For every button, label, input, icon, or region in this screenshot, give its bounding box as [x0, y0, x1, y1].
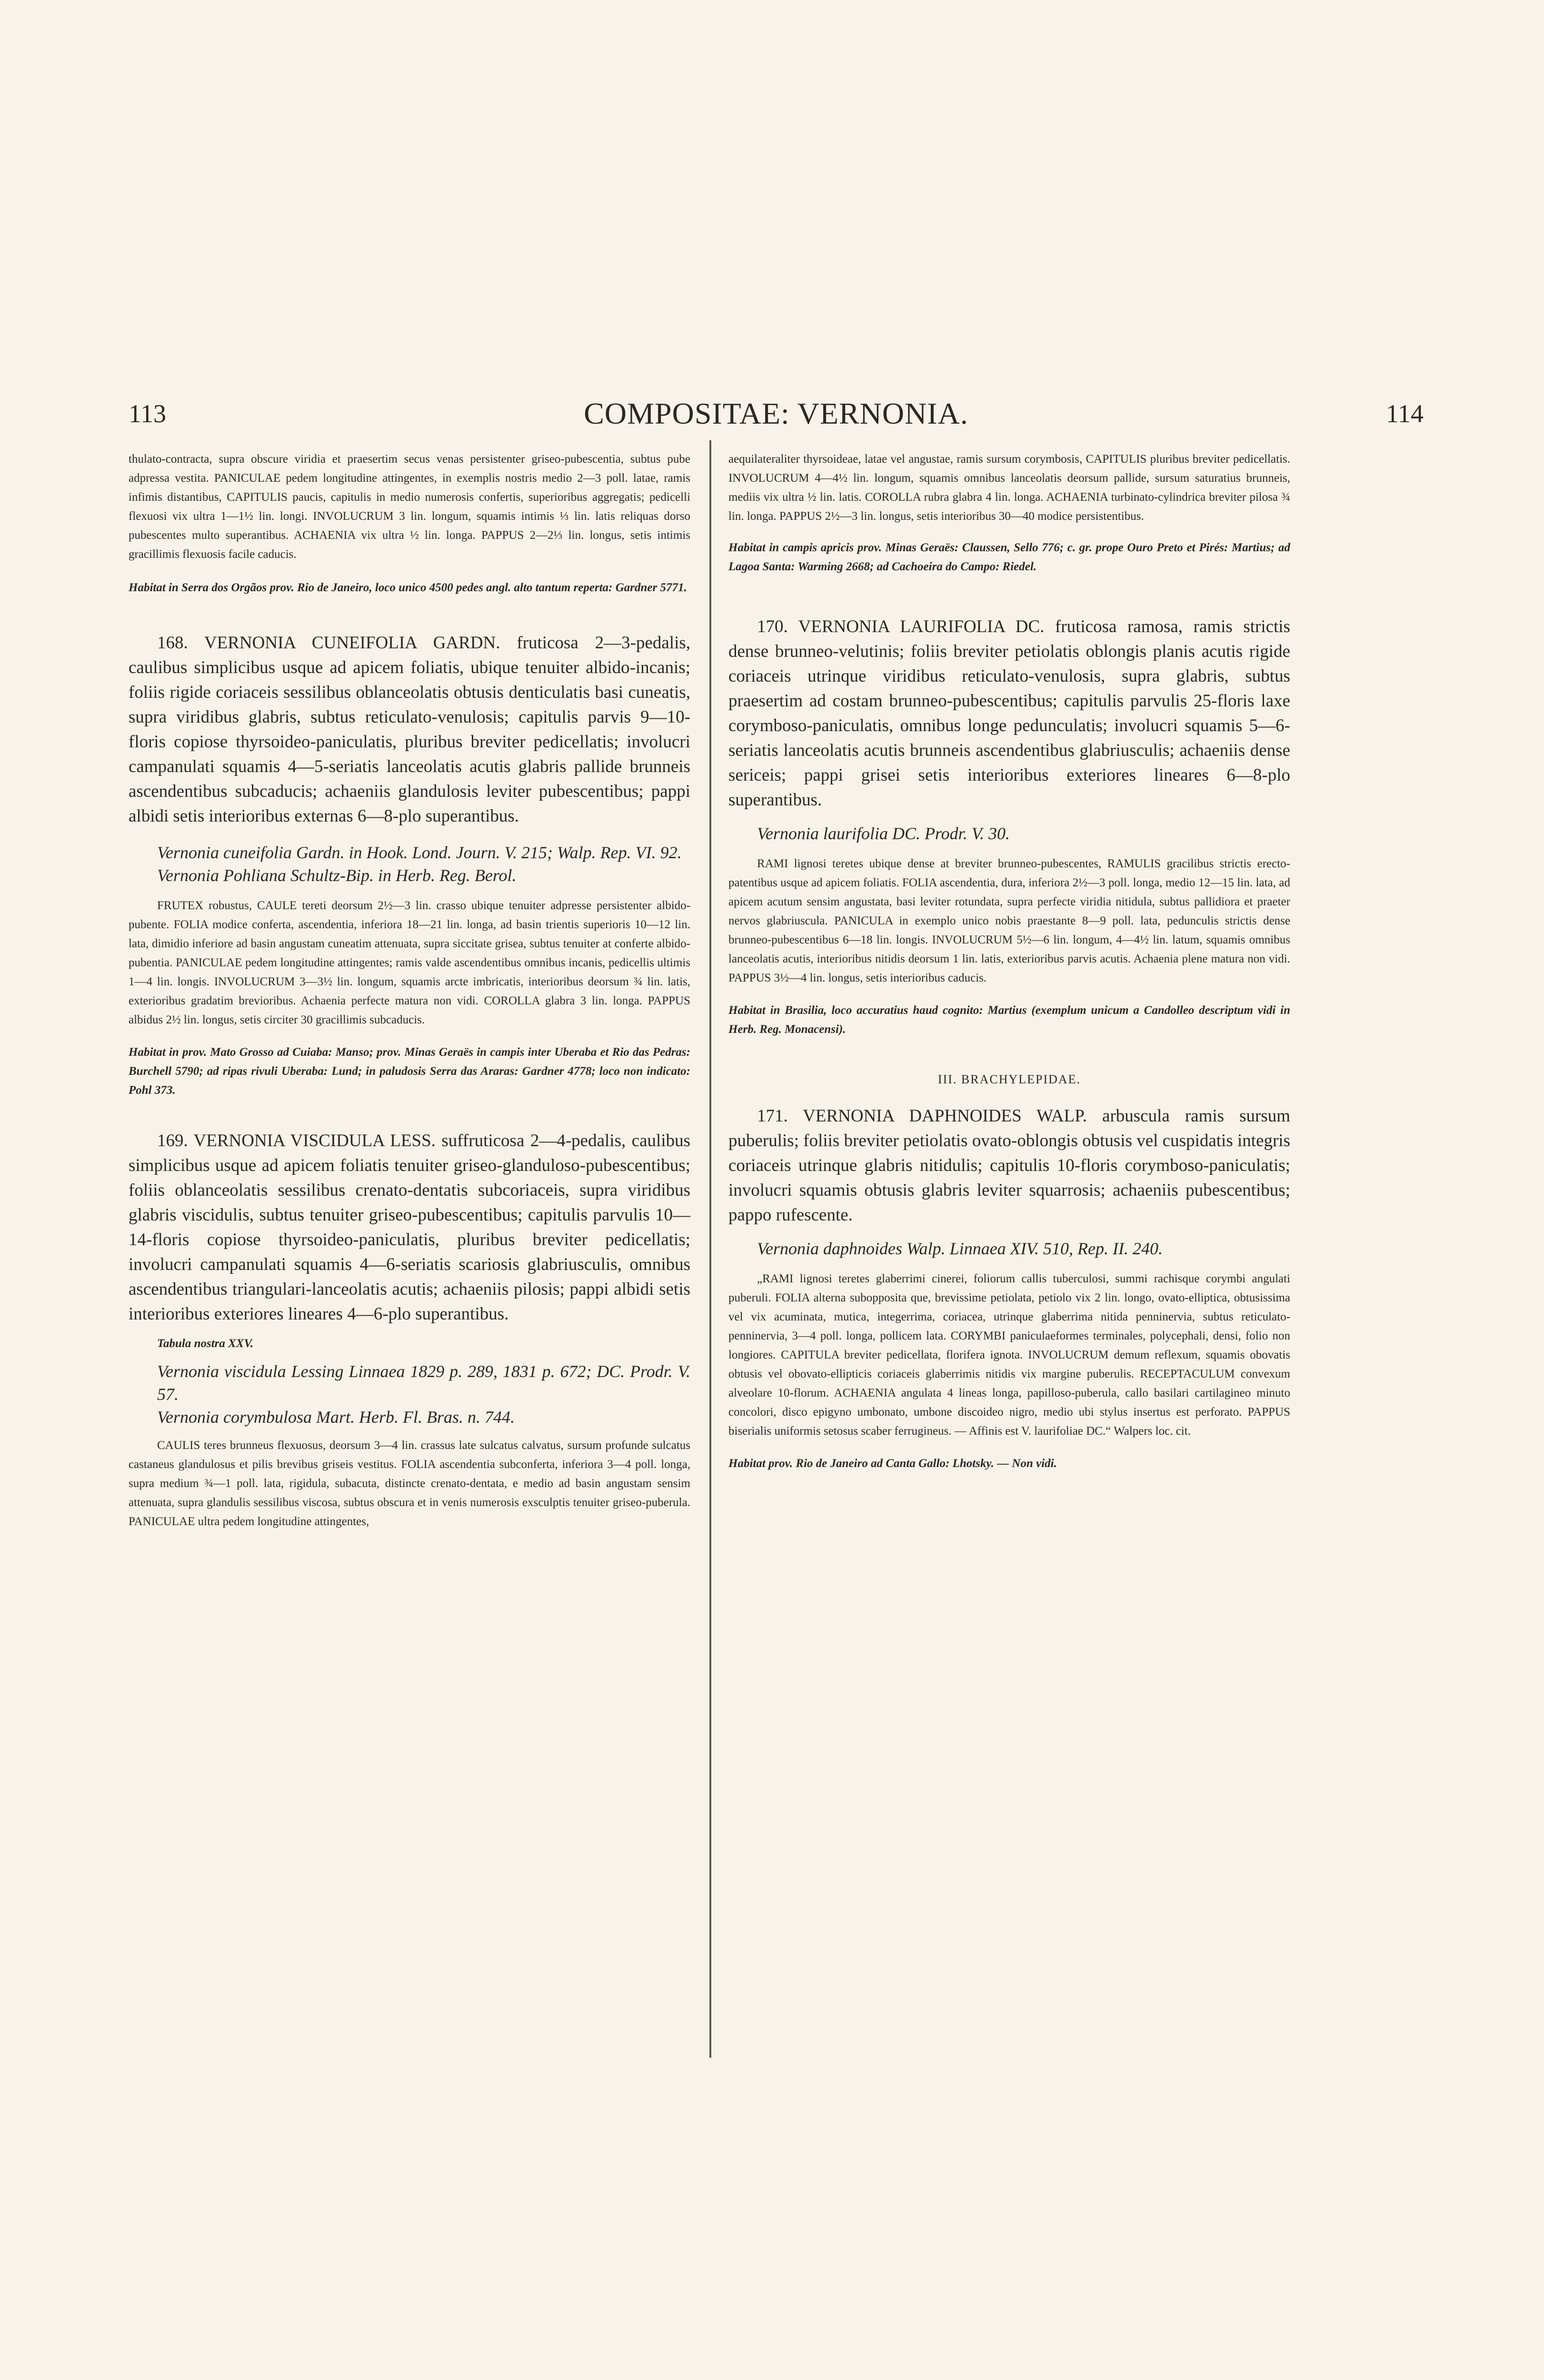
species-168-habitat: Habitat in prov. Mato Grosso ad Cuiaba: Manso; prov. Minas Geraës in campis inter Uberaba et Rio das Pedras: Burchell 5790; ad ripas rivuli Uberaba: Lund; in paludosis Serra das Araras: Gardner 4778; loco non indicato: Pohl 373. — [129, 1046, 690, 1097]
section-heading: III. BRACHYLEPIDAE. — [937, 1072, 1081, 1086]
habitat-note: Habitat in campis apricis prov. Minas Geraës: Claussen, Sello 776; c. gr. prope Ouro Preto et Pirés: Martius; ad Lagoa Santa: Warming 2668; ad Cachoeira do Campo: Riedel. — [728, 541, 1290, 573]
synonym-168a: Vernonia cuneifolia Gardn. in Hook. Lond. Journ. V. 215; Walp. Rep. VI. 92. — [157, 843, 682, 862]
species-168-diagnosis: 168. VERNONIA CUNEIFOLIA GARDN. fruticosa 2—3-pedalis, caulibus simplicibus usque ad apicem foliatis, ubique tenuiter albido-incanis; foliis rigide coriaceis sessilibus oblanceolatis obtusis denticulatis basi cuneatis, supra viridibus glabris, subtus reticulato-venulosis; capitulis parvis 9—10-floris copiose thyrsoideo-paniculatis, pluribus breviter pedicellatis; involucri campanulati squamis 4—5-seriatis lanceolatis acutis glabris pallide brunneis ascendentibus subcaducis; achaeniis glandulosis leviter pubescentibus; pappi albidi setis interioribus externas 6—8-plo superantibus. — [129, 633, 690, 826]
column-divider — [709, 440, 711, 2058]
left-column — [129, 450, 690, 1531]
species-170-description: RAMI lignosi teretes ubique dense at breviter brunneo-pubescentes, RAMULIS gracilibus strictis erecto-patentibus usque ad apicem foliatis. FOLIA ascendentia, dura, inferiora 2½—3 poll. longa, medio 12—15 lin. lata, ad apicem acutum sensim angustata, basi leviter rotundata, supra perfecte viridia nitidula, subtus pallidiora et praeter nervos glabriuscula. PANICULA in exemplo unico nobis praestante 8—9 poll. lata, pedunculis strictis dense brunneo-pubescentibus 6—18 lin. longis. INVOLUCRUM 5½—6 lin. longum, 4—4½ lin. latum, squamis omnibus lanceolatis acutis, interioribus nitidis deorsum 1 lin. latis, exterioribus parvis acutis. Achaenia plene matura non vidi. PAPPUS 3½—4 lin. longus, setis interioribus caducis. — [728, 857, 1290, 984]
species-171-habitat: Habitat prov. Rio de Janeiro ad Canta Gallo: Lhotsky. — Non vidi. — [728, 1457, 1057, 1470]
running-title: COMPOSITAE: VERNONIA. — [584, 397, 968, 430]
species-170-habitat: Habitat in Brasilia, loco accuratius haud cognito: Martius (exemplum unicum a Candolleo descriptum vidi in Herb. Reg. Monacensi). — [728, 1004, 1290, 1036]
plate-reference: Tabula nostra XXV. — [157, 1337, 254, 1350]
species-171-description: „RAMI lignosi teretes glaberrimi cinerei, foliorum callis tuberculosi, summi rachisque corymbi angulati puberuli. FOLIA alterna subopposita que, brevissime petiolata, petiolo vix 2 lin. longo, ovato-elliptica, obtusissima vel vix acuminata, mutica, integerrima, coriacea, utrinque glaberrima nitida penninervia, subtus reticulato-penninervia, 3—4 poll. longa, pollicem lata. CORYMBI paniculaeformes terminales, polycephali, densi, folio non longiores. CAPITULA breviter pedicellata, florifera ignota. INVOLUCRUM demum reflexum, squamis obovatis obtusis vel obovato-ellipticis coriaceis glaberrimis nitidis vix margine puberulis. RECEPTACULUM convexum alveolare 10-florum. ACHAENIA angulata 4 lineas longa, papilloso-puberula, callo basilari cartilagineo minuto concolori, disco epigyno umbonato, umbone discoideo nigro, medio ubi stylus insertus est perforato. PAPPUS biserialis uniformis setosus scaber ferrugineus. — Affinis est V. laurifoliae DC.“ Walpers loc. cit. — [728, 1272, 1290, 1438]
species-169-description: CAULIS teres brunneus flexuosus, deorsum 3—4 lin. crassus late sulcatus calvatus, sursum profunde sulcatus castaneus glandulosus et pilis brevibus griseis vestitus. FOLIA ascendentia subconferta, inferiora 3—4 poll. longa, supra medium ¾—1 poll. lata, rigidula, subacuta, distincte crenato-dentata, e medio ad basin angustam sensim attenuata, supra glandulis sessilibus viscosa, subtus obscura et in venis numerosis exsculptis tenuiter griseo-puberula. PANICULAE ultra pedem longitudine attingentes, — [129, 1439, 690, 1528]
right-page-number: 114 — [1386, 399, 1424, 428]
synonym-170: Vernonia laurifolia DC. Prodr. V. 30. — [757, 824, 1010, 843]
species-168-description: FRUTEX robustus, CAULE tereti deorsum 2½—3 lin. crasso ubique tenuiter adpresse persistenter albido-pubente. FOLIA modice conferta, ascendentia, inferiora 18—21 lin. longa, ad basin trientis superioris 10—12 lin. lata, dimidio inferiore ad basin angustam cuneatim attenuata, supra siccitate grisea, subtus tenuiter at conferte albido-pubentia. PANICULAE pedem longitudine attingentes; ramis valde ascendentibus omnibus incanis, pedicellis ultimis 1—4 lin. longis. INVOLUCRUM 3—3½ lin. longum, squamis arcte imbricatis, interioribus deorsum ¾ lin. latis, exterioribus gradatim brevioribus. Achaenia perfecte matura non vidi. COROLLA glabra 3 lin. longa. PAPPUS albidus 2½ lin. longus, setis circiter 30 gracillimis subcaducis. — [129, 899, 690, 1026]
synonym-168b: Vernonia Pohliana Schultz-Bip. in Herb. Reg. Berol. — [157, 866, 517, 885]
species-171-diagnosis: 171. VERNONIA DAPHNOIDES WALP. arbuscula ramis sursum puberulis; foliis breviter petiolatis ovato-oblongis obtusis vel cuspidatis integris coriaceis utrinque glabris nitidulis; capitulis 10-floris corymboso-paniculatis; involucri squamis obtusis glabris leviter squarrosis; achaeniis pubescentibus; pappo rufescente. — [728, 1106, 1290, 1225]
right-column — [728, 450, 1290, 1473]
species-169-diagnosis: 169. VERNONIA VISCIDULA LESS. suffruticosa 2—4-pedalis, caulibus simplicibus usque ad apicem foliatis tenuiter griseo-glanduloso-pubescentibus; foliis oblanceolatis sessilibus crenato-dentatis subcoriaceis, supra viridibus glabris viscidulis, subtus tenuiter griseo-pubescentibus; capitulis parvulis 10—14-floris copiose thyrsoideo-paniculatis, pluribus breviter pedicellatis; involucri campanulati squamis 4—6-seriatis scariosis glabriusculis, omnibus ascendentibus triangulari-lanceolatis acutis; achaeniis pilosis; pappi albidi setis interioribus exteriores lineares 4—6-plo superantibus. — [129, 1131, 690, 1324]
continued-description: thulato-contracta, supra obscure viridia et praesertim secus venas persistenter griseo-pubescentia, subtus pube adpressa vestita. PANICULAE pedem longitudine attingentes, in exemplis nostris medio 2—3 poll. latae, ramis infimis distantibus, CAPITULIS paucis, capitulis in medio numerosis confertis, superioribus aggregatis; pedicelli flexuosi vix ultra 1—1½ lin. longi. INVOLUCRUM 3 lin. longum, squamis intimis ⅓ lin. latis reliquas dorso pubescentes multo superantibus. ACHAENIA vix ultra ½ lin. longa. PAPPUS 2—2⅓ lin. longus, setis intimis gracillimis flexuosis facile caducis. — [129, 453, 690, 561]
left-page-number: 113 — [129, 399, 166, 428]
synonym-171: Vernonia daphnoides Walp. Linnaea XIV. 510, Rep. II. 240. — [757, 1239, 1163, 1258]
species-170-diagnosis: 170. VERNONIA LAURIFOLIA DC. fruticosa ramosa, ramis strictis dense brunneo-velutinis; foliis breviter petiolatis oblongis planis acutis rigide coriaceis utrinque viridibus reticulato-venulosis, supra glabris, subtus praesertim ad costam brunneo-pubescentibus; capitulis parvulis 25-floris laxe corymboso-paniculatis, omnibus longe pedunculatis; involucri squamis 5—6-seriatis lanceolatis acutis brunneis ascendentibus glabriusculis; achaeniis dense sericeis; pappi grisei setis interioribus exteriores lineares 6—8-plo superantibus. — [728, 617, 1290, 810]
page-header — [129, 399, 1424, 432]
habitat-note: Habitat in Serra dos Orgãos prov. Rio de Janeiro, loco unico 4500 pedes angl. alto tantum reperta: Gardner 5771. — [129, 581, 687, 594]
continued-description: aequilateraliter thyrsoideae, latae vel angustae, ramis sursum corymbosis, CAPITULIS pluribus breviter pedicellatis. INVOLUCRUM 4—4½ lin. longum, squamis omnibus lanceolatis deorsum pallide, sursum saturatius brunneis, mediis vix ultra ½ lin. latis. COROLLA rubra glabra 4 lin. longa. ACHAENIA turbinato-cylindrica breviter pilosa ¾ lin. longa. PAPPUS 2½—3 lin. longus, setis interioribus 30—40 modice persistentibus. — [728, 453, 1290, 523]
synonym-169b: Vernonia corymbulosa Mart. Herb. Fl. Bras. n. 744. — [157, 1408, 515, 1427]
synonym-169a: Vernonia viscidula Lessing Linnaea 1829 p. 289, 1831 p. 672; DC. Prodr. V. 57. — [157, 1362, 690, 1404]
